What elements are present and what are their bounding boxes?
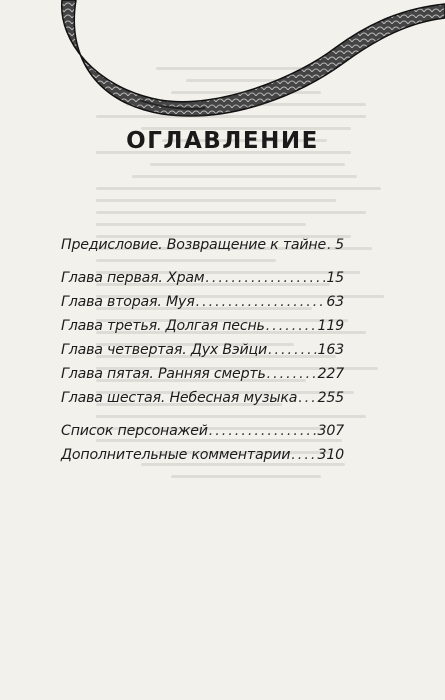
toc-entry-preface[interactable]	[61, 237, 344, 261]
toc-entry-title: Глава четвертая. Дух Вэйци	[61, 342, 268, 358]
toc-heading: ОГЛАВЛЕНИЕ	[126, 128, 319, 154]
toc-entry-page: 310	[317, 447, 344, 463]
toc-entry-title: Список персонажей	[61, 423, 208, 439]
toc-entry-title: Глава третья. Долгая песнь	[61, 318, 265, 334]
table-of-contents	[61, 237, 344, 471]
toc-entry-title: Глава шестая. Небесная музыка	[61, 390, 298, 406]
toc-entry-title: Предисловие. Возвращение к тайне	[61, 237, 327, 253]
toc-entry-title: Глава пятая. Ранняя смерть	[61, 366, 266, 382]
toc-entry-page: 15	[326, 270, 344, 286]
toc-entry-chapter-6[interactable]	[61, 390, 344, 414]
toc-entry-title: Дополнительные комментарии	[61, 447, 291, 463]
dot-leader	[196, 294, 326, 310]
toc-entry-page: 255	[317, 390, 344, 406]
toc-entry-page: 163	[317, 342, 344, 358]
dot-leader	[327, 237, 334, 253]
toc-entry-page: 227	[317, 366, 344, 382]
dot-leader	[266, 318, 317, 334]
toc-entry-title: Глава вторая. Муя	[61, 294, 195, 310]
dot-leader	[291, 447, 316, 463]
toc-entry-chapter-1[interactable]	[61, 270, 344, 294]
toc-entry-chapter-5[interactable]	[61, 366, 344, 390]
toc-entry-characters[interactable]	[61, 423, 344, 447]
toc-entry-comments[interactable]	[61, 447, 344, 471]
dot-leader	[268, 342, 316, 358]
dot-leader	[298, 390, 316, 406]
toc-entry-chapter-2[interactable]	[61, 294, 344, 318]
toc-entry-page: 63	[326, 294, 344, 310]
dot-leader	[205, 270, 325, 286]
toc-entry-chapter-3[interactable]	[61, 318, 344, 342]
toc-entry-page: 119	[317, 318, 344, 334]
dot-leader	[209, 423, 317, 439]
toc-entry-page: 5	[335, 237, 344, 253]
dot-leader	[267, 366, 317, 382]
toc-entry-page: 307	[317, 423, 344, 439]
toc-entry-chapter-4[interactable]	[61, 342, 344, 366]
toc-entry-title: Глава первая. Храм	[61, 270, 205, 286]
